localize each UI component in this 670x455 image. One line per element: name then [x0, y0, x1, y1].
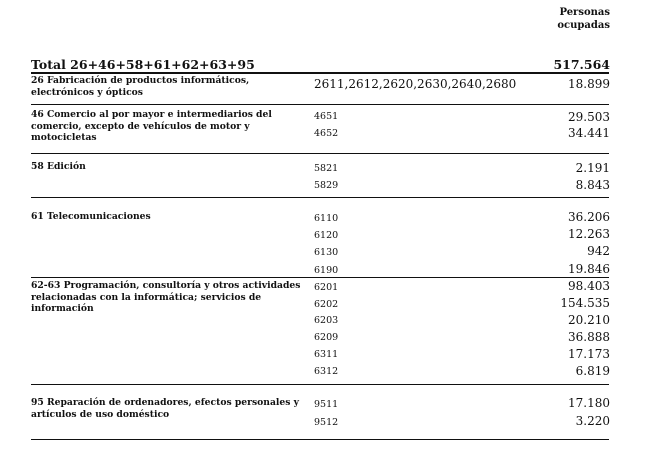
- column-header-line1: Personas: [559, 7, 610, 18]
- rule-58: [31, 197, 609, 198]
- section-61-code-2: 6120: [314, 230, 339, 241]
- column-header: [490, 6, 610, 32]
- section-26-label: 26 Fabricación de productos informáticos, electrónicos y ópticos: [31, 75, 250, 98]
- section-95-value-1: 17.180: [568, 396, 610, 410]
- section-62-63-value-4: 36.888: [568, 330, 610, 344]
- section-62-63-value-3: 20.210: [568, 313, 610, 327]
- section-58-value-2: 8.843: [575, 178, 610, 192]
- rule-26: [31, 104, 609, 105]
- rule-61: [31, 277, 609, 278]
- section-62-63-code-2: 6202: [314, 299, 339, 310]
- section-46-code-2: 4652: [314, 128, 339, 139]
- section-95-label: 95 Reparación de ordenadores, efectos personales y artículos de uso doméstico: [31, 397, 299, 420]
- section-61-code-3: 6130: [314, 247, 339, 258]
- section-62-63-code-6: 6312: [314, 366, 339, 377]
- section-58-code-1: 5821: [314, 163, 339, 174]
- rule-62-63: [31, 384, 609, 385]
- section-95-value-2: 3.220: [575, 414, 610, 428]
- section-26-code: 2611,2612,2620,2630,2640,2680: [314, 77, 517, 91]
- total-value: 517.564: [553, 57, 610, 72]
- section-61-label: 61 Telecomunicaciones: [31, 211, 151, 222]
- section-62-63-label: 62-63 Programación, consultoría y otros actividades relacionadas con la informática; servicios de información: [31, 280, 301, 314]
- section-58-code-2: 5829: [314, 180, 339, 191]
- total-label: Total 26+46+58+61+62+63+95: [31, 57, 255, 72]
- rule-46: [31, 153, 609, 154]
- section-26-value: 18.899: [568, 77, 610, 91]
- section-95-code-1: 9511: [314, 399, 339, 410]
- section-46-value-2: 34.441: [568, 126, 610, 140]
- section-62-63-code-3: 6203: [314, 315, 339, 326]
- section-46-code-1: 4651: [314, 111, 339, 122]
- column-header-line2: ocupadas: [557, 20, 610, 31]
- section-62-63-value-5: 17.173: [568, 347, 610, 361]
- section-95-code-2: 9512: [314, 417, 339, 428]
- section-61-value-2: 12.263: [568, 227, 610, 241]
- section-46-label: 46 Comercio al por mayor e intermediarios del comercio, excepto de vehículos de motor y motocicletas: [31, 109, 272, 143]
- section-58-value-1: 2.191: [575, 161, 610, 175]
- section-61-code-1: 6110: [314, 213, 339, 224]
- section-62-63-value-1: 98.403: [568, 279, 610, 293]
- section-62-63-code-4: 6209: [314, 332, 339, 343]
- section-46-value-1: 29.503: [568, 110, 610, 124]
- section-62-63-code-1: 6201: [314, 282, 339, 293]
- section-61-value-1: 36.206: [568, 210, 610, 224]
- rule-total: [31, 72, 609, 74]
- section-61-value-3: 942: [587, 244, 610, 258]
- section-62-63-code-5: 6311: [314, 349, 339, 360]
- rule-95: [31, 439, 609, 440]
- section-61-value-4: 19.846: [568, 262, 610, 276]
- section-62-63-value-2: 154.535: [560, 296, 610, 310]
- section-58-label: 58 Edición: [31, 161, 86, 172]
- section-62-63-value-6: 6.819: [575, 364, 610, 378]
- section-61-code-4: 6190: [314, 265, 339, 276]
